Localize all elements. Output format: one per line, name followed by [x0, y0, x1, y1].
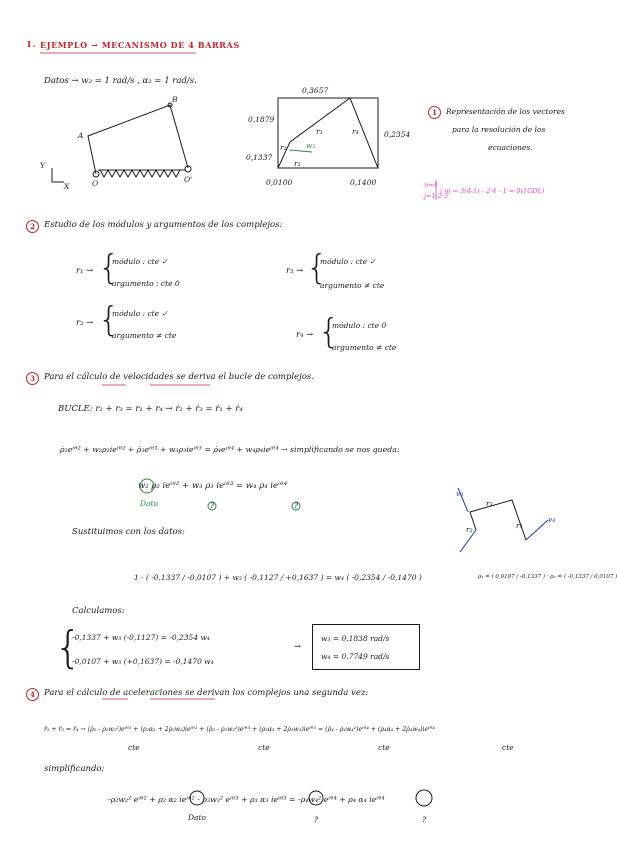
- result-w3: w₃ = 0,1838 rad/s: [321, 634, 390, 643]
- accel-given: Dato: [188, 813, 207, 822]
- dim-box: [278, 98, 378, 168]
- pink-note-line-2: j=1·2·3: [424, 192, 449, 200]
- section-4-number: 4: [26, 688, 39, 701]
- cte-label-4: cte: [502, 743, 514, 752]
- velocity-diagram: [458, 488, 548, 552]
- r3-name: r₃ →: [286, 266, 304, 276]
- velocity-derivative-eq: ρ̇₂eⁱᶿ² + w₂ρ₂ieⁱᶿ² + ρ̇₃eⁱᶿ³ + w₃ρ₃ieⁱᶿ³ = ρ̇₄eⁱᶿ⁴ + w₄ρ₄ieⁱᶿ⁴ → simplificando se nos queda:: [60, 445, 400, 454]
- vector-loop-diagram: [278, 98, 378, 168]
- label-a: A: [78, 131, 84, 140]
- label-o1: O': [184, 175, 193, 184]
- diagram-r2: r₂: [466, 525, 473, 534]
- diagram-v4: v₄: [548, 515, 556, 524]
- dim-left: 0,1879: [248, 115, 275, 124]
- dim-bottom-right: 0,1400: [350, 178, 377, 187]
- result-box: [312, 624, 420, 670]
- dim-bottom-left: 0,0100: [266, 178, 293, 187]
- r4-mod: módulo : cte 0: [332, 321, 387, 330]
- calculate-title: Calculamos:: [72, 606, 125, 616]
- accel-unknown-a3: ?: [314, 815, 319, 824]
- given-label: Dato: [140, 499, 159, 508]
- unknown-w4: ?: [294, 501, 299, 510]
- vec-r1-label: r₁: [294, 159, 301, 168]
- cte-label-2: cte: [258, 743, 270, 752]
- cte-label-1: cte: [128, 743, 140, 752]
- unknown-w3: ?: [210, 501, 215, 510]
- mechanism-sketch: [52, 103, 191, 182]
- data-line: Datos → w₂ = 1 rad/s , α₂ = 1 rad/s.: [44, 76, 197, 86]
- r1-mod: módulo : cte ✓: [112, 257, 168, 266]
- axis-x-label: X: [64, 182, 70, 191]
- section-2-title: Estudio de los módulos y argumentos de los complejos:: [44, 220, 283, 230]
- label-b: B: [172, 95, 178, 104]
- r3-arg: argumento ≠ cte: [320, 281, 385, 290]
- dim-right: 0,2354: [384, 130, 411, 139]
- r1-name: r₁ →: [76, 266, 94, 276]
- r2-name: r₂ →: [76, 318, 94, 328]
- note-1-line-2: para la resolución de los: [452, 125, 546, 134]
- calc-eq-1: -0,1337 + w₃ (-0,1127) = -0,2354 w₄: [72, 633, 210, 642]
- vec-r3-label: r₃: [316, 127, 323, 136]
- velocity-simplified-eq: w₂ ρ₂ ieⁱᶿ² + w₃ ρ₃ ieⁱᶿ³ = w₄ ρ₄ ieⁱᶿ⁴: [138, 481, 288, 491]
- r2-arg: argumento ≠ cte: [112, 331, 177, 340]
- velocity-loop-eq: BUCLE: r₂ + r₃ = r₁ + r₄ → ṙ₂ + ṙ₃ = ṙ₁ + ṙ₄: [58, 404, 243, 414]
- r4-name: r₄ →: [296, 330, 314, 340]
- dim-bottom-left-h: 0,1337: [246, 153, 273, 162]
- diagram-v3: v₃: [456, 489, 464, 498]
- note-1-number: 1: [428, 106, 441, 119]
- vec-r4-label: r₄: [352, 127, 359, 136]
- pink-note-line-1: n=4: [424, 181, 438, 189]
- section-1-title: EJEMPLO → MECANISMO DE 4 BARRAS: [40, 40, 240, 50]
- accel-unknown-a4: ?: [422, 815, 427, 824]
- v4-arrow: [526, 520, 548, 540]
- section-3-title: Para el cálculo de velocidades se deriva el bucle de complejos.: [44, 372, 314, 382]
- section-2-number: 2: [26, 220, 39, 233]
- accel-simplified-eq: -ρ₂w₂² eⁱᶿ² + ρ₂ α₂ ieⁱᶿ² - ρ₃w₃² eⁱᶿ³ + ρ₃ α₃ ieⁱᶿ³ = -ρ₄w₄² eⁱᶿ⁴ + ρ₄ α₄ ieⁱᶿ⁴: [108, 795, 385, 804]
- note-1-line-3: ecuaciones.: [488, 143, 533, 152]
- diagram-r4: r₄: [516, 521, 523, 530]
- mechanism-links: [88, 105, 188, 174]
- cte-label-3: cte: [378, 743, 390, 752]
- r4-arg: argumento ≠ cte: [332, 343, 397, 352]
- label-o: O: [92, 179, 99, 188]
- accel-eq: r̈₂ + r̈₃ = r̈₄ → (ρ̈₂ - ρ₂w₂²)eⁱᶿ² + (ρ₂α₂ + 2ρ̇₂w₂)ieⁱᶿ² + (ρ̈₃ - ρ₃w₃²)eⁱᶿ³ + (ρ₃α₃ + 2ρ̇₃w₃)ieⁱᶿ³ = (ρ̈₄ - ρ₄w₄²)eⁱᶿ⁴ + (ρ₄α₄ + 2ρ̇₄w₄)ieⁱᶿ⁴: [44, 726, 435, 733]
- note-1-line-1: Representación de los vectores: [446, 107, 565, 116]
- vec-w2-label: w₂: [306, 141, 316, 150]
- result-w4: w₄ = 0,7749 rad/s: [321, 652, 390, 661]
- vector-loop: [278, 98, 378, 168]
- dim-top: 0,3657: [302, 86, 329, 95]
- diagram-r3: r₃: [486, 499, 493, 508]
- pink-note-formula: | m = 3(4-1) - 2·4 - 1 = 0(1GDL): [440, 187, 545, 195]
- axis-y-label: Y: [40, 161, 45, 170]
- substitute-title: Sustituimos con los datos:: [72, 527, 185, 537]
- substitute-eq: 1 · ( -0,1337 / -0,0107 ) + w₃ ( -0,1127 / +0,1637 ) = w₄ ( -0,2354 / -0,1470 ): [134, 573, 422, 582]
- r3-mod: módulo : cte ✓: [320, 257, 376, 266]
- section-3-number: 3: [26, 372, 39, 385]
- r1-arg: argumento : cte 0: [112, 279, 180, 288]
- simplify-title: simplificando:: [44, 764, 105, 774]
- diagram-side-eq: ρ₂ = ( 0,0107 / -0,1337 ) · ρ₂ = ( -0,1337 / 0,0107 ): [478, 574, 617, 580]
- section-4-title: Para el cálculo de aceleraciones se derivan los complejos una segunda vez:: [44, 688, 369, 698]
- ground-hatch: [100, 170, 180, 177]
- vec-r2-label: r₂: [280, 143, 287, 152]
- calc-eq-2: -0,0107 + w₃ (+0,1637) = -0,1470 w₄: [72, 657, 214, 666]
- r2-mod: módulo : cte ✓: [112, 309, 168, 318]
- notebook-page: 1. EJEMPLO → MECANISMO DE 4 BARRAS Datos → w₂ = 1 rad/s , α₂ = 1 rad/s. A B O O' Y X 0,3657 0,1879 0,1337 0,0100 0,1400 0,2354 r₃ r₄ r₂ r₁ w₂ 1 Representación de los vectores para la resolución de los ecuaciones. n=4 j=1·2·3 | m = 3(4-1) - 2·4 - 1 = 0(1GDL) 2 Estudio de los módulos y argumentos de los complejos: r₁ → { módulo : cte ✓ argumento : cte 0 r₃ → { módulo : cte ✓ argumento ≠ cte r₂ → { módulo : cte ✓ argumento ≠ cte r₄ → { módulo : cte 0 argumento ≠ cte 3 Para el cálculo de velocidades se deriva el bucle de complejos. BUCLE: r₂ + r₃ = r₁ + r₄ → ṙ₂ + ṙ₃ = ṙ₁ + ṙ₄ ρ̇₂eⁱᶿ² + w₂ρ₂ieⁱᶿ² + ρ̇₃eⁱᶿ³ + w₃ρ₃ieⁱᶿ³ = ρ̇₄eⁱᶿ⁴ + w₄ρ₄ieⁱᶿ⁴ → simplificando se nos queda: w₂ ρ₂ ieⁱᶿ² + w₃ ρ₃ ieⁱᶿ³ = w₄ ρ₄ ieⁱᶿ⁴ Dato ? ? Sustituimos con los datos: 1 · ( -0,1337 / -0,0107 ) + w₃ ( -0,1127 / +0,1637 ) = w₄ ( -0,2354 / -0,1470 ) v₃ v₄ r₃ r₄ r₂ ρ₂ = ( 0,0107 / -0,1337 ) · ρ₂ = ( -0,1337 / 0,0107 ) Calculamos: { -0,1337 + w₃ (-0,1127) = -0,2354 w₄ -0,0107 + w₃ (+0,1637) = -0,1470 w₄ → w₃ = 0,1838 rad/s w₄ = 0,7749 rad/s 4 Para el cálculo de aceleraciones se derivan los complejos una segunda vez: r̈₂ + r̈₃ = r̈₄ → (ρ̈₂ - ρ₂w₂²)eⁱᶿ² + (ρ₂α₂ + 2ρ̇₂w₂)ieⁱᶿ² + (ρ̈₃ - ρ₃w₃²)eⁱᶿ³ + (ρ₃α₃ + 2ρ̇₃w₃)ieⁱᶿ³ = (ρ̈₄ - ρ₄w₄²)eⁱᶿ⁴ + (ρ₄α₄ + 2ρ̇₄w₄)ieⁱᶿ⁴ cte cte cte cte simplificando: -ρ₂w₂² eⁱᶿ² + ρ₂ α₂ ieⁱᶿ² - ρ₃w₃² eⁱᶿ³ + ρ₃ α₃ ieⁱᶿ³ = -ρ₄w₄² eⁱᶿ⁴ + ρ₄ α₄ ieⁱᶿ⁴ Dato ? ?: [0, 0, 599, 848]
- section-1-number: 1.: [26, 40, 37, 50]
